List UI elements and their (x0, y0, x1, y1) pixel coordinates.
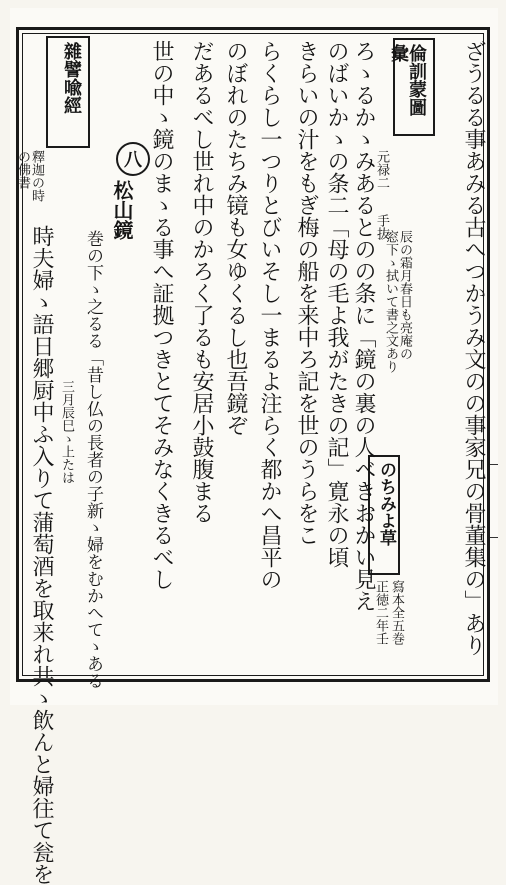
right-boxed-note-2: 正徳二年壬 (373, 580, 388, 645)
second-title-box: 雜譬喩經 (46, 36, 90, 148)
title-box: 倫訓蒙圖彙 (393, 38, 435, 136)
text-column-4: きらいの汁をもぎ梅の船を来中ろ記を世のうらをこ (294, 40, 319, 546)
right-boxed-title: のちみよ草 (368, 455, 400, 575)
side-note-3: 巻の下ゝ之るる「昔し仏の長者の子新ゝ婦をむかへてゝある (83, 230, 103, 689)
text-column-3: のばいかゝの条二「母の毛よ我がたきの記」寛永の頃 (324, 40, 349, 568)
side-note-1: 辰の霜月春日も亮庵の (397, 230, 412, 360)
title-note: 元禄二 (374, 150, 389, 189)
right-boxed-note: 寫本全五巻 (389, 580, 404, 645)
text-column-9: 時夫婦ゝ語日郷厨中ふ入りて蒲萄酒を取来れ共ゝ飲んと婦往て瓮を (29, 225, 54, 885)
second-title-sub-2: の佛書 (15, 150, 30, 189)
title-note-2: 手抜 (374, 214, 389, 240)
text-column-6: のぼれのたちみ镜も女ゆくるし也吾鏡ぞ (223, 40, 248, 436)
text-column-5: らくらし一つりとびいそし一まるよ注らく都かへ昌平の (257, 40, 282, 590)
side-note-4: 三月辰巳ゝ上たは (59, 380, 74, 484)
text-column-7: だあるべし世れ中のかろく了るも安居小鼓腹まる (189, 40, 214, 524)
text-column-8: 世の中ゝ鏡のまゝる事へ証拠つきとてそみなくきるべし (149, 40, 174, 590)
second-title-sub: 釋迦の時 (29, 150, 44, 202)
page-tab (489, 464, 498, 538)
side-note-2: 窓下ゝ拭いて書之文あり (383, 230, 398, 373)
section-number: 八 (116, 142, 150, 176)
section-title: 松山鏡 (110, 180, 134, 240)
text-column-1: ざうるる事あみる古へつかうみ文のの事家兄の骨董集の」あり (461, 40, 486, 656)
text-column-2: ろゝるかゝみあるとのの条に「鏡の裏の人べきおかい見え (351, 40, 376, 612)
